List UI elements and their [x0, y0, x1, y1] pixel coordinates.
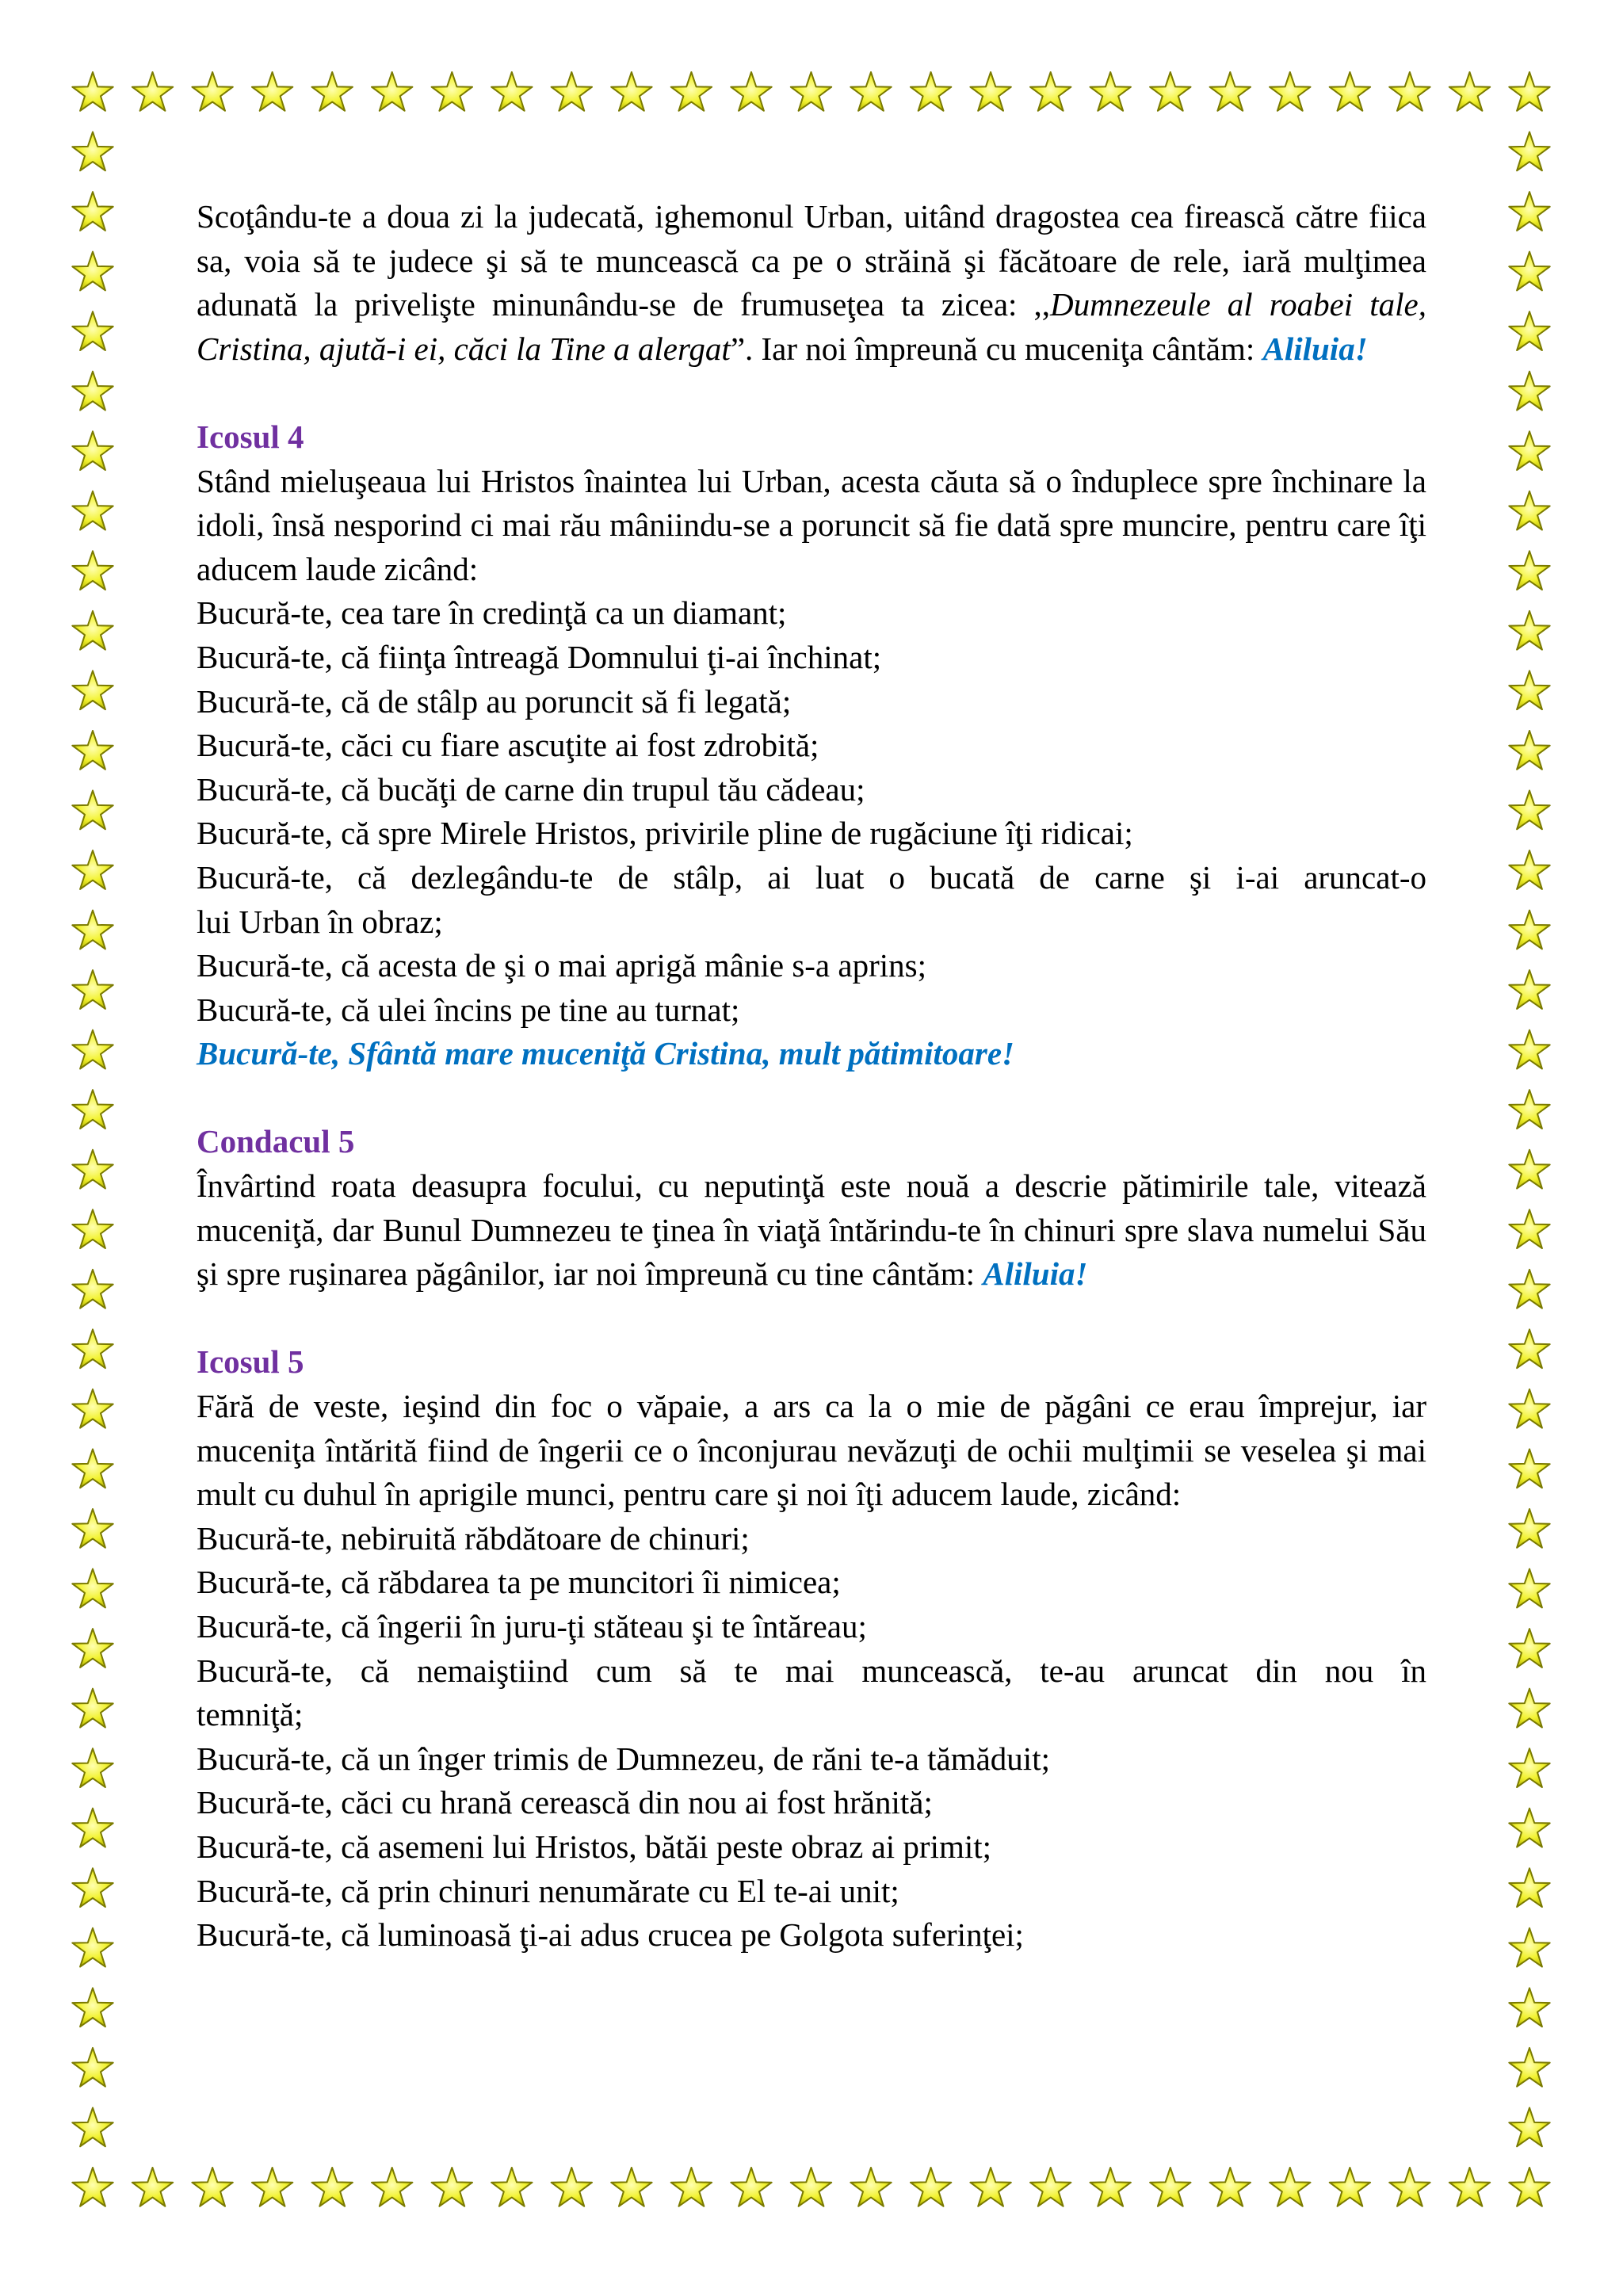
- star-icon: [1509, 670, 1549, 709]
- star-icon: [72, 252, 113, 291]
- star-icon: [72, 670, 113, 709]
- star-icon: [192, 72, 232, 111]
- icos4-refrain: Bucură-te, Sfântă mare muceniţă Cristina, mult pătimitoare!: [197, 1035, 1014, 1072]
- star-icon: [1509, 1868, 1549, 1907]
- alleluia-refrain: Aliluia!: [983, 1255, 1088, 1293]
- star-icon: [970, 72, 1010, 111]
- star-icon: [1509, 72, 1549, 111]
- star-icon: [1509, 1329, 1549, 1368]
- star-icon: [72, 850, 113, 889]
- icos5-line: Bucură-te, că un înger trimis de Dumnezeu, de răni te-a tămăduit;: [197, 1740, 1050, 1777]
- icos5-line: Bucură-te, nebiruită răbdătoare de chinuri;: [197, 1519, 750, 1557]
- star-icon: [552, 72, 592, 111]
- star-icon: [72, 1270, 113, 1308]
- star-icon: [72, 372, 113, 411]
- star-icon: [72, 1030, 113, 1069]
- star-icon: [1509, 911, 1549, 949]
- star-icon: [1509, 1150, 1549, 1189]
- section-title-icos4: Icosul 4: [197, 418, 304, 455]
- icos4-intro: Stând mieluşeaua lui Hristos înaintea lui Urban, acesta căuta să o înduplece spre închinare la idoli, însă nesporind ci mai rău mâniindu-se a poruncit să fie dată spre muncire, pentru care îţi aducem laude zicând:: [197, 462, 1426, 587]
- star-icon: [491, 2168, 532, 2206]
- star-icon: [192, 2168, 232, 2206]
- star-icon: [1509, 311, 1549, 350]
- star-icon: [1509, 1389, 1549, 1428]
- star-icon: [611, 72, 651, 111]
- star-icon: [72, 1090, 113, 1129]
- star-icon: [1509, 1748, 1549, 1787]
- star-icon: [72, 1150, 113, 1189]
- star-icon: [1509, 1509, 1549, 1548]
- star-icon: [432, 2168, 472, 2206]
- star-icon: [72, 491, 113, 530]
- star-icon: [312, 72, 353, 111]
- star-icon: [850, 72, 891, 111]
- star-icon: [72, 192, 113, 231]
- star-icon: [1509, 1090, 1549, 1129]
- star-icon: [72, 1809, 113, 1847]
- star-icon: [72, 132, 113, 171]
- star-icon: [72, 1569, 113, 1608]
- star-icon: [72, 1450, 113, 1488]
- icos5-line: Bucură-te, că prin chinuri nenumărate cu El te-ai unit;: [197, 1872, 899, 1909]
- star-icon: [1449, 2168, 1490, 2206]
- star-icon: [1150, 2168, 1190, 2206]
- star-icon: [72, 2168, 113, 2206]
- star-icon: [1509, 132, 1549, 171]
- star-icon: [791, 2168, 831, 2206]
- star-icon: [911, 72, 951, 111]
- star-icon: [1509, 1569, 1549, 1608]
- star-icon: [1330, 2168, 1370, 2206]
- star-icon: [72, 311, 113, 350]
- section-title-icos5: Icosul 5: [197, 1343, 304, 1381]
- star-icon: [1210, 2168, 1251, 2206]
- star-icon: [1509, 731, 1549, 770]
- star-icon: [432, 72, 472, 111]
- star-icon: [1509, 1809, 1549, 1847]
- star-icon: [72, 1329, 113, 1368]
- star-icon: [671, 72, 712, 111]
- icos5-line: Bucură-te, că asemeni lui Hristos, bătăi peste obraz ai primit;: [197, 1828, 992, 1865]
- star-icon: [72, 911, 113, 949]
- section-title-condac5: Condacul 5: [197, 1123, 355, 1160]
- star-icon: [552, 2168, 592, 2206]
- star-icon: [1509, 491, 1549, 530]
- star-icon: [611, 2168, 651, 2206]
- star-icon: [72, 731, 113, 770]
- icos4-line: Bucură-te, că acesta de şi o mai aprigă mânie s-a aprins;: [197, 947, 926, 984]
- star-icon: [1030, 72, 1071, 111]
- star-icon: [72, 970, 113, 1009]
- star-icon: [1509, 192, 1549, 231]
- star-icon: [970, 2168, 1010, 2206]
- intro-text-end: ”. Iar noi împreună cu muceniţa cântăm:: [730, 330, 1263, 367]
- star-icon: [1389, 72, 1430, 111]
- star-icon: [1330, 72, 1370, 111]
- star-icon: [1509, 791, 1549, 830]
- star-icon: [72, 1928, 113, 1967]
- icos5-line: Bucură-te, că răbdarea ta pe muncitori îi nimicea;: [197, 1564, 841, 1601]
- star-icon: [72, 1748, 113, 1787]
- star-icon: [72, 791, 113, 830]
- icos4-line: Bucură-te, că dezlegându-te de stâlp, ai luat o bucată de carne şi i-ai aruncat-o: [197, 858, 1426, 896]
- star-icon: [491, 72, 532, 111]
- star-icon: [1270, 2168, 1310, 2206]
- star-icon: [671, 2168, 712, 2206]
- star-icon: [731, 72, 771, 111]
- star-icon: [850, 2168, 891, 2206]
- icos4-line: Bucură-te, că bucăţi de carne din trupul tău cădeau;: [197, 770, 865, 808]
- icos5-line: temniţă;: [197, 1696, 304, 1733]
- star-icon: [1509, 1629, 1549, 1668]
- star-icon: [72, 1629, 113, 1668]
- star-icon: [72, 551, 113, 590]
- star-icon: [1090, 2168, 1131, 2206]
- icos5-line: Bucură-te, că nemaiştiind cum să te mai muncească, te-au aruncat din nou în: [197, 1652, 1426, 1689]
- star-icon: [1509, 1270, 1549, 1308]
- intro-text: Scoţându-te a doua zi la judecată, ighemonul Urban, uitând dragostea cea firească către fiica sa, voia să te judece şi să te muncească ca pe o străină şi făcătoare de rele, iară mulţimea adunată la privelişte minunându-se de frumuseţea ta zicea: ,,: [197, 198, 1426, 323]
- star-icon: [72, 1209, 113, 1248]
- star-icon: [1509, 2168, 1549, 2206]
- star-icon: [1509, 1030, 1549, 1069]
- icos4-line: Bucură-te, că fiinţa întreagă Domnului ţi-ai închinat;: [197, 638, 882, 675]
- star-icon: [1509, 1928, 1549, 1967]
- star-icon: [911, 2168, 951, 2206]
- star-icon: [1090, 72, 1131, 111]
- icos4-line: Bucură-te, că de stâlp au poruncit să fi legată;: [197, 682, 792, 720]
- star-icon: [1509, 970, 1549, 1009]
- icos4-line: Bucură-te, că ulei încins pe tine au turnat;: [197, 991, 740, 1028]
- star-icon: [1509, 372, 1549, 411]
- icos5-line: Bucură-te, căci cu hrană cerească din nou ai fost hrănită;: [197, 1784, 933, 1821]
- document-body: [197, 195, 1426, 1958]
- star-icon: [72, 1868, 113, 1907]
- star-icon: [1389, 2168, 1430, 2206]
- icos4-line: Bucură-te, căci cu fiare ascuţite ai fost zdrobită;: [197, 727, 819, 764]
- icos4-line: Bucură-te, că spre Mirele Hristos, privirile pline de rugăciune îţi ridicai;: [197, 815, 1133, 852]
- star-icon: [372, 72, 412, 111]
- star-icon: [731, 2168, 771, 2206]
- star-icon: [1509, 431, 1549, 470]
- star-icon: [1509, 2108, 1549, 2147]
- star-icon: [1509, 1988, 1549, 2027]
- condac5-text: Învârtind roata deasupra focului, cu neputinţă este nouă a descrie pătimirile tale, vitează muceniţă, dar Bunul Dumnezeu te ţinea în viaţă întărindu-te în chinuri spre slava numelui Său şi spre ruşinarea păgânilor, iar noi împreună cu tine cântăm:: [197, 1167, 1426, 1293]
- star-icon: [1270, 72, 1310, 111]
- intro-paragraph: [197, 195, 1426, 371]
- alleluia-refrain: Aliluia!: [1262, 330, 1368, 367]
- icos5-line: Bucură-te, că îngerii în juru-ţi stăteau şi te întăreau;: [197, 1608, 867, 1645]
- star-icon: [1509, 252, 1549, 291]
- star-icon: [72, 2108, 113, 2147]
- star-icon: [72, 72, 113, 111]
- star-icon: [72, 1509, 113, 1548]
- star-icon: [1509, 1450, 1549, 1488]
- star-icon: [72, 1389, 113, 1428]
- star-icon: [1150, 72, 1190, 111]
- star-icon: [72, 611, 113, 650]
- icos5-intro: Fără de veste, ieşind din foc o văpaie, a ars ca la o mie de păgâni ce erau împrejur, iar muceniţa întărită fiind de îngerii ce o înconjurau nevăzuţi de ochii mulţimii se veselea şi mai mult cu duhul în aprigile munci, pentru care şi noi îţi aducem laude, zicând:: [197, 1388, 1426, 1513]
- star-icon: [1509, 551, 1549, 590]
- star-icon: [72, 431, 113, 470]
- icos4-line: Bucură-te, cea tare în credinţă ca un diamant;: [197, 594, 787, 632]
- condac5-paragraph: [197, 1164, 1426, 1297]
- star-icon: [132, 72, 173, 111]
- star-icon: [252, 2168, 292, 2206]
- star-icon: [312, 2168, 353, 2206]
- star-icon: [1449, 72, 1490, 111]
- star-icon: [791, 72, 831, 111]
- star-icon: [1030, 2168, 1071, 2206]
- star-icon: [1509, 1209, 1549, 1248]
- star-icon: [1509, 850, 1549, 889]
- icos5-line: Bucură-te, că luminoasă ţi-ai adus crucea pe Golgota suferinţei;: [197, 1916, 1024, 1954]
- star-icon: [1509, 611, 1549, 650]
- star-icon: [1509, 2048, 1549, 2087]
- star-icon: [132, 2168, 173, 2206]
- star-icon: [1509, 1689, 1549, 1728]
- star-icon: [72, 1689, 113, 1728]
- star-icon: [252, 72, 292, 111]
- intro-quote: Dumnezeule al roabei tale, Cristina, ajută-i ei, căci la Tine a alergat: [197, 286, 1426, 367]
- star-icon: [72, 1988, 113, 2027]
- star-icon: [372, 2168, 412, 2206]
- star-icon: [72, 2048, 113, 2087]
- star-icon: [1210, 72, 1251, 111]
- icos4-line: lui Urban în obraz;: [197, 903, 443, 940]
